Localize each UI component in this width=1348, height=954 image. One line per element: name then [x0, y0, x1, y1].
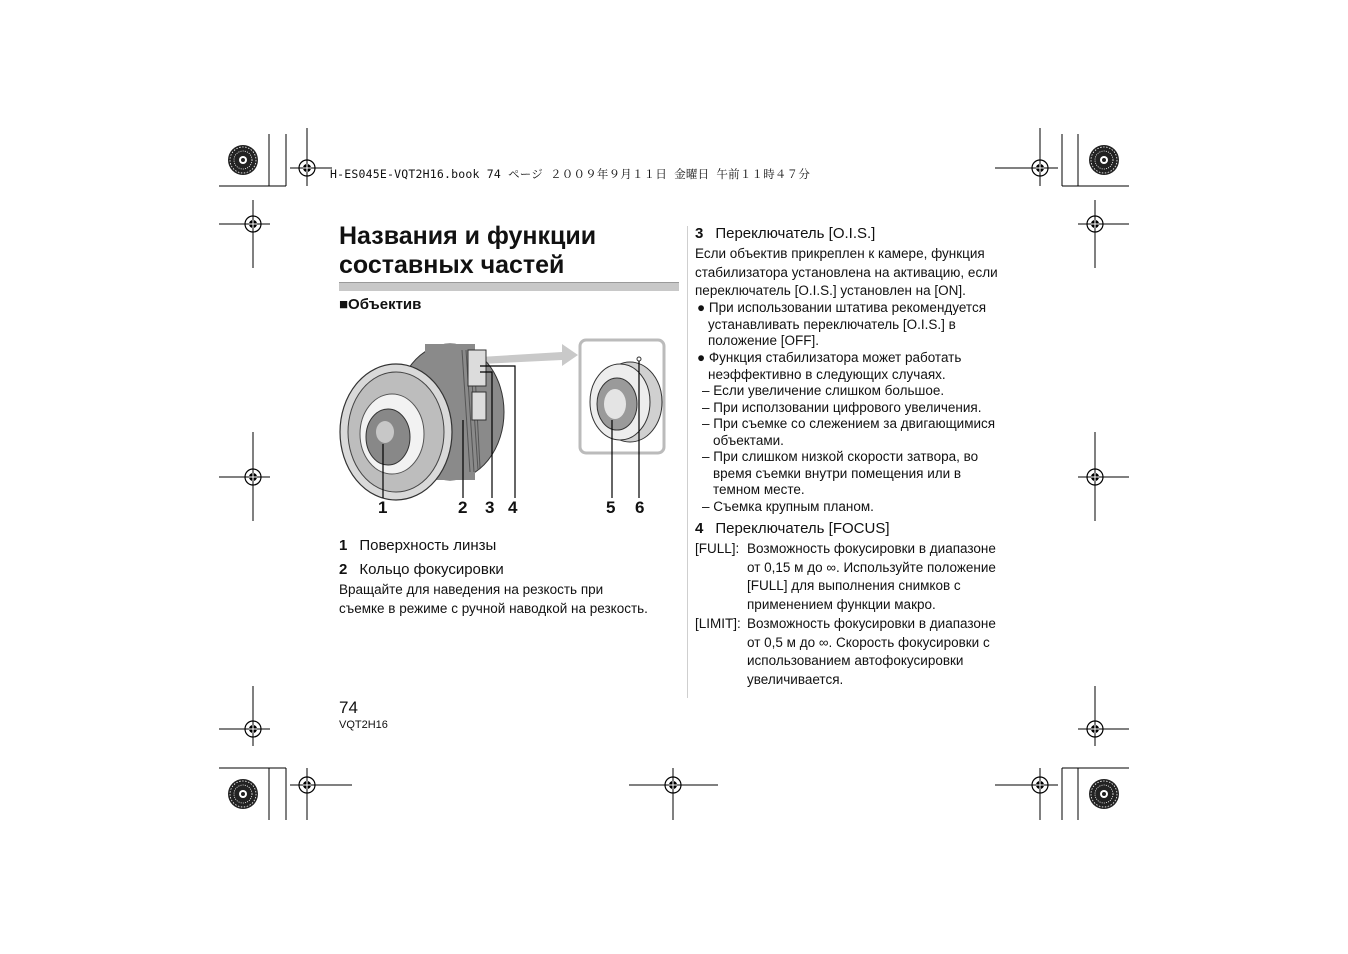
item-number: 1 [339, 537, 348, 554]
callout-2: 2 [458, 498, 468, 517]
body-line: от 0,15 м до ∞. Используйте положение [747, 559, 996, 575]
dash-item: – Съемка крупным планом. [702, 498, 874, 514]
body-line: Возможность фокусировки в диапазоне [747, 541, 996, 556]
title-underline [339, 282, 679, 291]
item-focus-switch [695, 520, 890, 537]
item-ois-switch [695, 225, 875, 242]
body-line: увеличивается. [747, 671, 844, 687]
callout-6: 6 [635, 498, 645, 517]
limit-description [747, 615, 996, 689]
dash-list [702, 383, 995, 515]
body-line: стабилизатора установлена на активацию, если [695, 264, 998, 280]
ois-switch [468, 350, 486, 386]
bullet-line: ● Функция стабилизатора может работать [697, 350, 962, 365]
bullet-line: неэффективно в следующих случаях. [708, 366, 946, 382]
focus-switch [472, 392, 486, 420]
callout-4: 4 [508, 498, 518, 517]
page-number: 74 [339, 698, 358, 717]
callout-3: 3 [485, 498, 495, 517]
callout-5: 5 [606, 498, 616, 517]
body-line: применением функции макро. [747, 596, 936, 612]
full-key: [FULL]: [695, 541, 740, 556]
bullet-tripod [697, 300, 986, 350]
item-number: 3 [695, 225, 704, 242]
full-description [747, 540, 996, 614]
dash-item: – При исползовании цифрового увеличения. [702, 399, 982, 415]
body-line: от 0,5 м до ∞. Скорость фокусировки с [747, 634, 990, 650]
page-title [339, 222, 679, 280]
dash-item: – При слишком низкой скорости затвора, во [702, 449, 979, 464]
dash-item: время съемки внутри помещения или в [713, 465, 962, 481]
dash-item: – Если увеличение слишком большое. [702, 383, 945, 398]
page-title-line-1: Названия и функции [339, 222, 597, 250]
item-focus-ring [339, 561, 504, 578]
item-label: Переключатель [O.I.S.] [715, 225, 876, 242]
bullet-line: устанавливать переключатель [O.I.S.] в [708, 316, 956, 332]
body-line: переключатель [O.I.S.] установлен на [ON]. [695, 283, 966, 298]
item-lens-surface [339, 537, 496, 554]
book-info-header: H-ES045E-VQT2H16.book 74 ページ ２００９年９月１１日 金曜日 午前１１時４７分 [330, 167, 811, 181]
item-label: Поверхность линзы [359, 537, 497, 554]
item-label: Кольцо фокусировки [359, 561, 504, 578]
section-heading: ■Объектив [339, 296, 422, 313]
bullet-stabilizer [697, 350, 961, 383]
callout-1: 1 [378, 498, 388, 517]
body-line: Вращайте для наведения на резкость при [339, 582, 604, 597]
ois-description [695, 245, 998, 301]
arrow-icon [480, 344, 578, 366]
lens-illustration [330, 332, 680, 522]
item-number: 2 [339, 561, 348, 578]
dash-item: объектами. [713, 432, 784, 448]
bullet-line: положение [OFF]. [708, 333, 819, 348]
dash-item: – При съемке со слежением за двигающимися [702, 416, 996, 431]
document-code: VQT2H16 [339, 719, 388, 731]
body-line: Если объектив прикреплен к камере, функция [695, 246, 985, 261]
limit-key: [LIMIT]: [695, 616, 741, 631]
item-number: 4 [695, 520, 704, 537]
page-title-line-2: составных частей [339, 251, 565, 279]
bullet-line: ● При использовании штатива рекомендуется [697, 300, 987, 315]
body-line: съемке в режиме с ручной наводкой на резкость. [339, 600, 648, 616]
body-line: Возможность фокусировки в диапазоне [747, 616, 996, 631]
item-label: Переключатель [FOCUS] [715, 520, 890, 537]
dash-item: темном месте. [713, 482, 805, 497]
column-divider [687, 226, 688, 698]
body-line: [FULL] для выполнения снимков с [747, 578, 961, 593]
body-line: использованием автофокусировки [747, 653, 964, 668]
focus-ring-description [339, 581, 648, 618]
